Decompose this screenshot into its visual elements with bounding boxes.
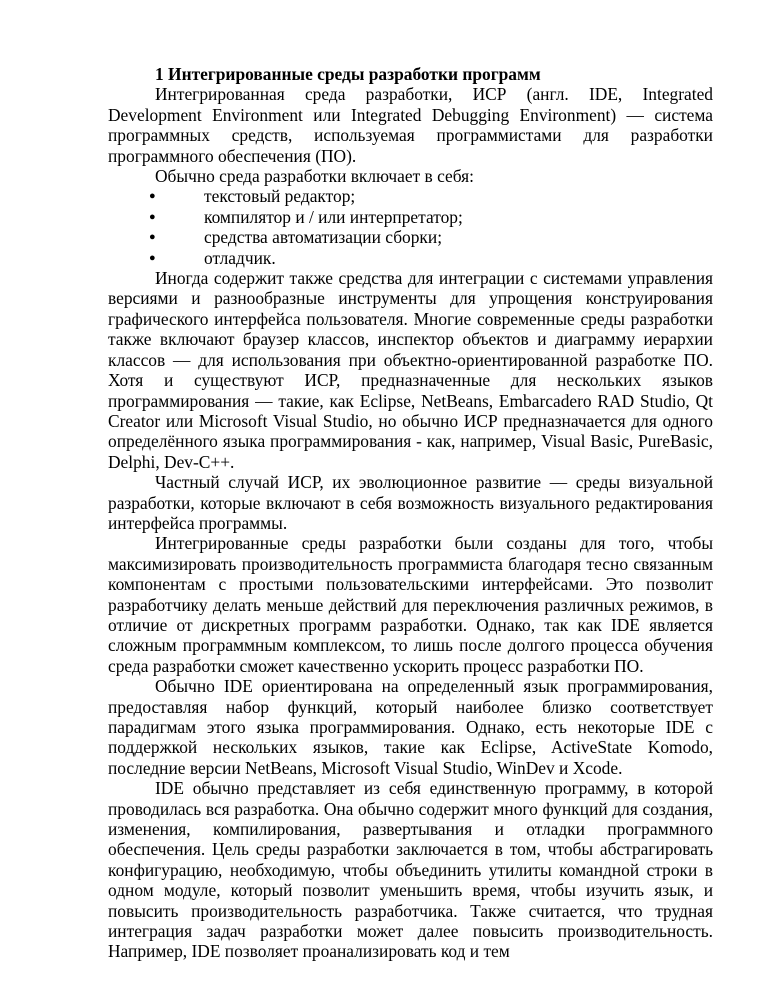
paragraph-ide-definition: Интегрированная среда разработки, ИСР (англ. IDE, Integrated Development Environment или Integrated Debugging Environment) — система программных средств, используемая программистами для разработки программного обеспечения (ПО). xyxy=(108,84,713,166)
paragraph-extra-tools: Иногда содержит также средства для интеграции с системами управления версиями и разнообразные инструменты для упрощения конструирования графического интерфейса пользователя. Многие современные среды разработки также включают браузер классов, инспектор объектов и диаграмму иерархии классов — для использования при объектно-ориентированной разработке ПО. Хотя и существуют ИСР, предназначенные для нескольких языков программирования — такие, как Eclipse, NetBeans, Embarcadero RAD Studio, Qt Creator или Microsoft Visual Studio, но обычно ИСР предназначается для одного определённого языка программирования - как, например, Visual Basic, PureBasic, Delphi, Dev-C++. xyxy=(108,268,713,472)
bullet-icon: ● xyxy=(149,251,156,264)
document-page xyxy=(108,64,713,962)
section-heading: 1 Интегрированные среды разработки программ xyxy=(155,64,541,84)
list-item xyxy=(108,248,713,268)
list-item xyxy=(108,207,713,227)
paragraph-languages: Обычно IDE ориентирована на определенный язык программирования, предоставляя набор функций, который наиболее близко соответствует парадигмам этого языка программирования. Однако, есть некоторые IDE с поддержкой нескольких языков, такие как Eclipse, ActiveState Komodo, последние версии NetBeans, Microsoft Visual Studio, WinDev и Xcode. xyxy=(108,676,713,778)
list-item-text: текстовый редактор; xyxy=(204,186,356,207)
paragraph-ide-includes: Обычно среда разработки включает в себя: xyxy=(155,166,474,187)
list-item-text: компилятор и / или интерпретатор; xyxy=(204,206,463,227)
component-list xyxy=(108,186,713,268)
paragraph-productivity: Интегрированные среды разработки были созданы для того, чтобы максимизировать производительность программиста благодаря тесно связанным компонентам с простыми пользовательскими интерфейсами. Это позволит разработчику делать меньше действий для переключения различных режимов, в отличие от дискретных программ разработки. Однако, так как IDE является сложным программным комплексом, то лишь после долгого процесса обучения среда разработки сможет качественно ускорить процесс разработки ПО. xyxy=(108,533,713,676)
list-item-text: средства автоматизации сборки; xyxy=(204,227,443,248)
bullet-icon: ● xyxy=(149,190,156,203)
paragraph-visual-ide: Частный случай ИСР, их эволюционное развитие — среды визуальной разработки, которые включают в себя возможность визуального редактирования интерфейса программы. xyxy=(108,472,713,533)
list-item-text: отладчик. xyxy=(204,247,276,268)
bullet-icon: ● xyxy=(149,231,156,244)
list-item xyxy=(108,227,713,247)
list-item xyxy=(108,186,713,206)
paragraph-single-program: IDE обычно представляет из себя единственную программу, в которой проводилась вся разработка. Она обычно содержит много функций для создания, изменения, компилирования, развертывания и отладки программного обеспечения. Цель среды разработки заключается в том, чтобы абстрагировать конфигурацию, необходимую, чтобы объединить утилиты командной строки в одном модуле, который позволит уменьшить время, чтобы изучить язык, и повысить производительность разработчика. Также считается, что трудная интеграция задач разработки может далее повысить производительность. Например, IDE позволяет проанализировать код и тем xyxy=(108,778,713,962)
bullet-icon: ● xyxy=(149,210,156,223)
